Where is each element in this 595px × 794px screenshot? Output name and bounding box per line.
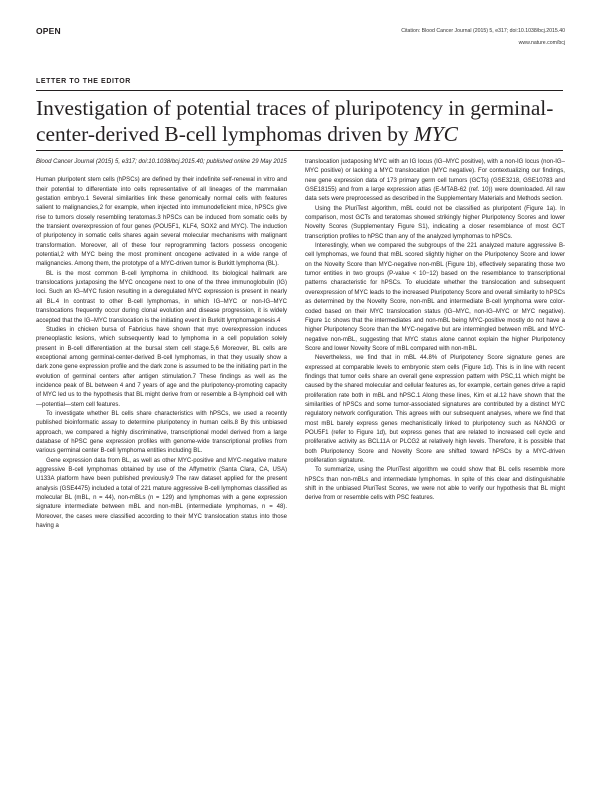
paragraph-10: To summarize, using the PluriTest algorithm we could show that BL cells resemble more hPSCs than non-mBLs and intermediate lymphomas. In spite of this clear and distinguishable shift in the unbiased PluriTest Scores, we were not able to verify our hypothesis that BL might derive from or resemble cells with PSC features. bbox=[305, 467, 565, 502]
journal-citation: Citation: Blood Cancer Journal (2015) 5, e317; doi:10.1038/bcj.2015.40 bbox=[401, 28, 565, 34]
article-citation-line: Blood Cancer Journal (2015) 5, e317; doi:10.1038/bcj.2015.40; published online 29 May 2015 bbox=[36, 159, 287, 165]
paragraph-6: translocation juxtaposing MYC with an IG locus (IG–MYC positive), with a non-IG locus (non-IG–MYC positive) or lacking a MYC translocation (MYC negative). For contextualizing our findings, new gene expression data of 173 primary germ cell tumors (GCTs) (GSE3218, GSE10783 and GSE18155) and from a large expression atlas (E-MTAB-62 (ref. 10)) were downloaded. All raw data sets were preprocessed as described in the Supplementary Materials and Methods section. bbox=[305, 159, 565, 203]
left-column bbox=[36, 158, 287, 768]
paragraph-1: Human pluripotent stem cells (hPSCs) are defined by their indefinite self-renewal in vitro and their potential to differentiate into cells representative of all lineages of the mammalian gestation embryo.1 Several similarities link these genomically normal cells with features salient to malignancies,2 for example, when injected into immunodeficient mice, hPSCs give rise to tumors closely resembling teratomas.3 hPSCs can be induced from somatic cells by the transient overexpression of four genes (POU5F1, KLF4, SOX2 and MYC). The induction of pluripotency in somatic cells shares again several molecular mechanisms with malignant transformation. Moreover, all of these four reprogramming factors possess oncogenic potential,2 with MYC being the most prominent oncogene activated in a wide range of malignancies. Among them, the prototype of a MYC-driven tumor is Burkitt lymphoma (BL). bbox=[36, 177, 287, 268]
paragraph-5: Gene expression data from BL, as well as other MYC-positive and MYC-negative mature aggressive B-cell lymphomas obtained by use of the Affymetrix (Santa Clara, CA, USA) U133A platform have been published previously.9 The raw dataset applied for the present analysis (GSE4475) included a total of 221 mature aggressive B-cell lymphomas classified as molecular BL (mBL, n = 44), non-mBLs (n = 129) and lymphomas with a gene expression signature intermediate between mBL and non-mBL (intermediate lymphomas, n = 48). Moreover, the cases were classified according to their MYC translocation status into those having a bbox=[36, 457, 287, 530]
title-bottom-rule bbox=[36, 150, 563, 151]
paragraph-9: Nevertheless, we find that in mBL 44.8% of Pluripotency Score signature genes are expressed at comparable levels to embryonic stem cells (Figure 1d). This is in line with recent findings that tumor cells share an overall gene expression pattern with PSC,11 which might be caused by the shared molecular and cellular features as, for example, certain genes drive a rapid proliferation rate both in mBL and hPSC.1 Along these lines, Kim et al.12 have shown that the similarities of hPSCs and some tumor-associated signatures are contributed by a distinct MYC regulatory network configuration. This agrees with our subsequent analyses, where we find that most mBL barely express genes mechanistically linked to pluripotency such as NANOG or POU5F1 (refer to Figure 1d), but express genes that are related to increased cell cycle and proliferative activity as BCL11A or PLCG2 at relatively high levels. Therefore, it is possible that both Pluripotency Score and Novelty Score are shifted toward hPSCs by a MYC-driven proliferation signature. bbox=[305, 355, 565, 464]
paragraph-4: To investigate whether BL cells share characteristics with hPSCs, we used a recently published bioinformatic assay to determine pluripotency in human cells.8 By this unbiased approach, we compared a highly discriminative, transcriptional model derived from a large database of hPSC gene expression profiles with genome-wide transcriptional profiles from various germinal center B-cell lymphoma entities including BL. bbox=[36, 410, 287, 455]
paragraph-7: Using the PluriTest algorithm, mBL could not be classified as pluripotent (Figure 1a). In comparison, most GCTs and teratomas showed strikingly higher Pluripotency Scores and lower Novelty Scores (Supplementary Figure S1), indicating a closer resemblance of most GCT transcription profiles to hPSC than any of the analyzed lymphomas to hPSCs. bbox=[305, 205, 565, 240]
journal-url[interactable]: www.nature.com/bcj bbox=[518, 40, 565, 46]
paragraph-3: Studies in chicken bursa of Fabricius have shown that myc overexpression induces preneoplastic lesions, which subsequently lead to lymphoma in a cell population solely present in B-cell differentiation at the bursal stem cell stage.5,6 Moreover, BL cells are exceptional among germinal-center-derived B-cell lymphomas, in that they usually show a dark zone gene expression profile and the dark zone is assumed to be the initiating part in the evolution of germinal centers after antigen stimulation.7 These findings as well as the incidence peak of BL between 4 and 7 years of age and the pluripotency-promoting capacity of MYC led us to the hypothesis that BL might derive from or resemble a B-lymphoid cell with—potential—stem cell features. bbox=[36, 326, 287, 408]
article-type-label: LETTER TO THE EDITOR bbox=[36, 78, 131, 85]
open-access-label: OPEN bbox=[36, 26, 61, 36]
article-title-main: Investigation of potential traces of pluripotency in germinal-center-derived B-cell lymphomas driven by bbox=[36, 96, 554, 146]
paragraph-2: BL is the most common B-cell lymphoma in childhood. Its biological hallmark are translocations juxtaposing the MYC oncogene next to one of the three immunoglobulin (IG) loci. Such an IG–MYC fusion resulting in a deregulated MYC expression is present in nearly all BL.4 In contrast to other B-cell lymphomas, in which IG–MYC or non-IG–MYC translocations frequently occur during clonal evolution and disease progression, it is widely accepted that the IG–MYC translocation is the initiating event in Burkitt lymphomagenesis.4 bbox=[36, 270, 287, 324]
paragraph-8: Interestingly, when we compared the subgroups of the 221 analyzed mature aggressive B-cell lymphomas, we found that mBL scored slightly higher on the Pluripotency Score and lower on the Novelty Score than MYC-negative non-mBL (Figure 1b), effectively separating those two tumor entities in two groups (P-value < 10−12) based on the resemblance to transcriptional patterns characteristic for hPSCs. To elucidate whether the translocation and subsequent overexpression of MYC leads to the increased Pluripotency Score and overall similarity to hPSCs as determined by the Novelty Score, non-mBL and intermediate B-cell lymphoma were color-coded based on their MYC translocation status (IG–MYC, non-IG–MYC or MYC negative). Figure 1c shows that the intermediates and non-mBL being MYC-positive mostly do not have a higher Pluripotency Score than the MYC-negative but are intermingled between mBL and MYC-negative non-mBL, suggesting that MYC status alone cannot explain the higher Pluripotency Score and lower Novelty Score of mBL compared with non-mBL. bbox=[305, 243, 565, 352]
article-title-gene: MYC bbox=[413, 121, 458, 146]
article-title bbox=[36, 96, 566, 147]
title-top-rule bbox=[36, 90, 563, 91]
right-column bbox=[305, 158, 565, 768]
